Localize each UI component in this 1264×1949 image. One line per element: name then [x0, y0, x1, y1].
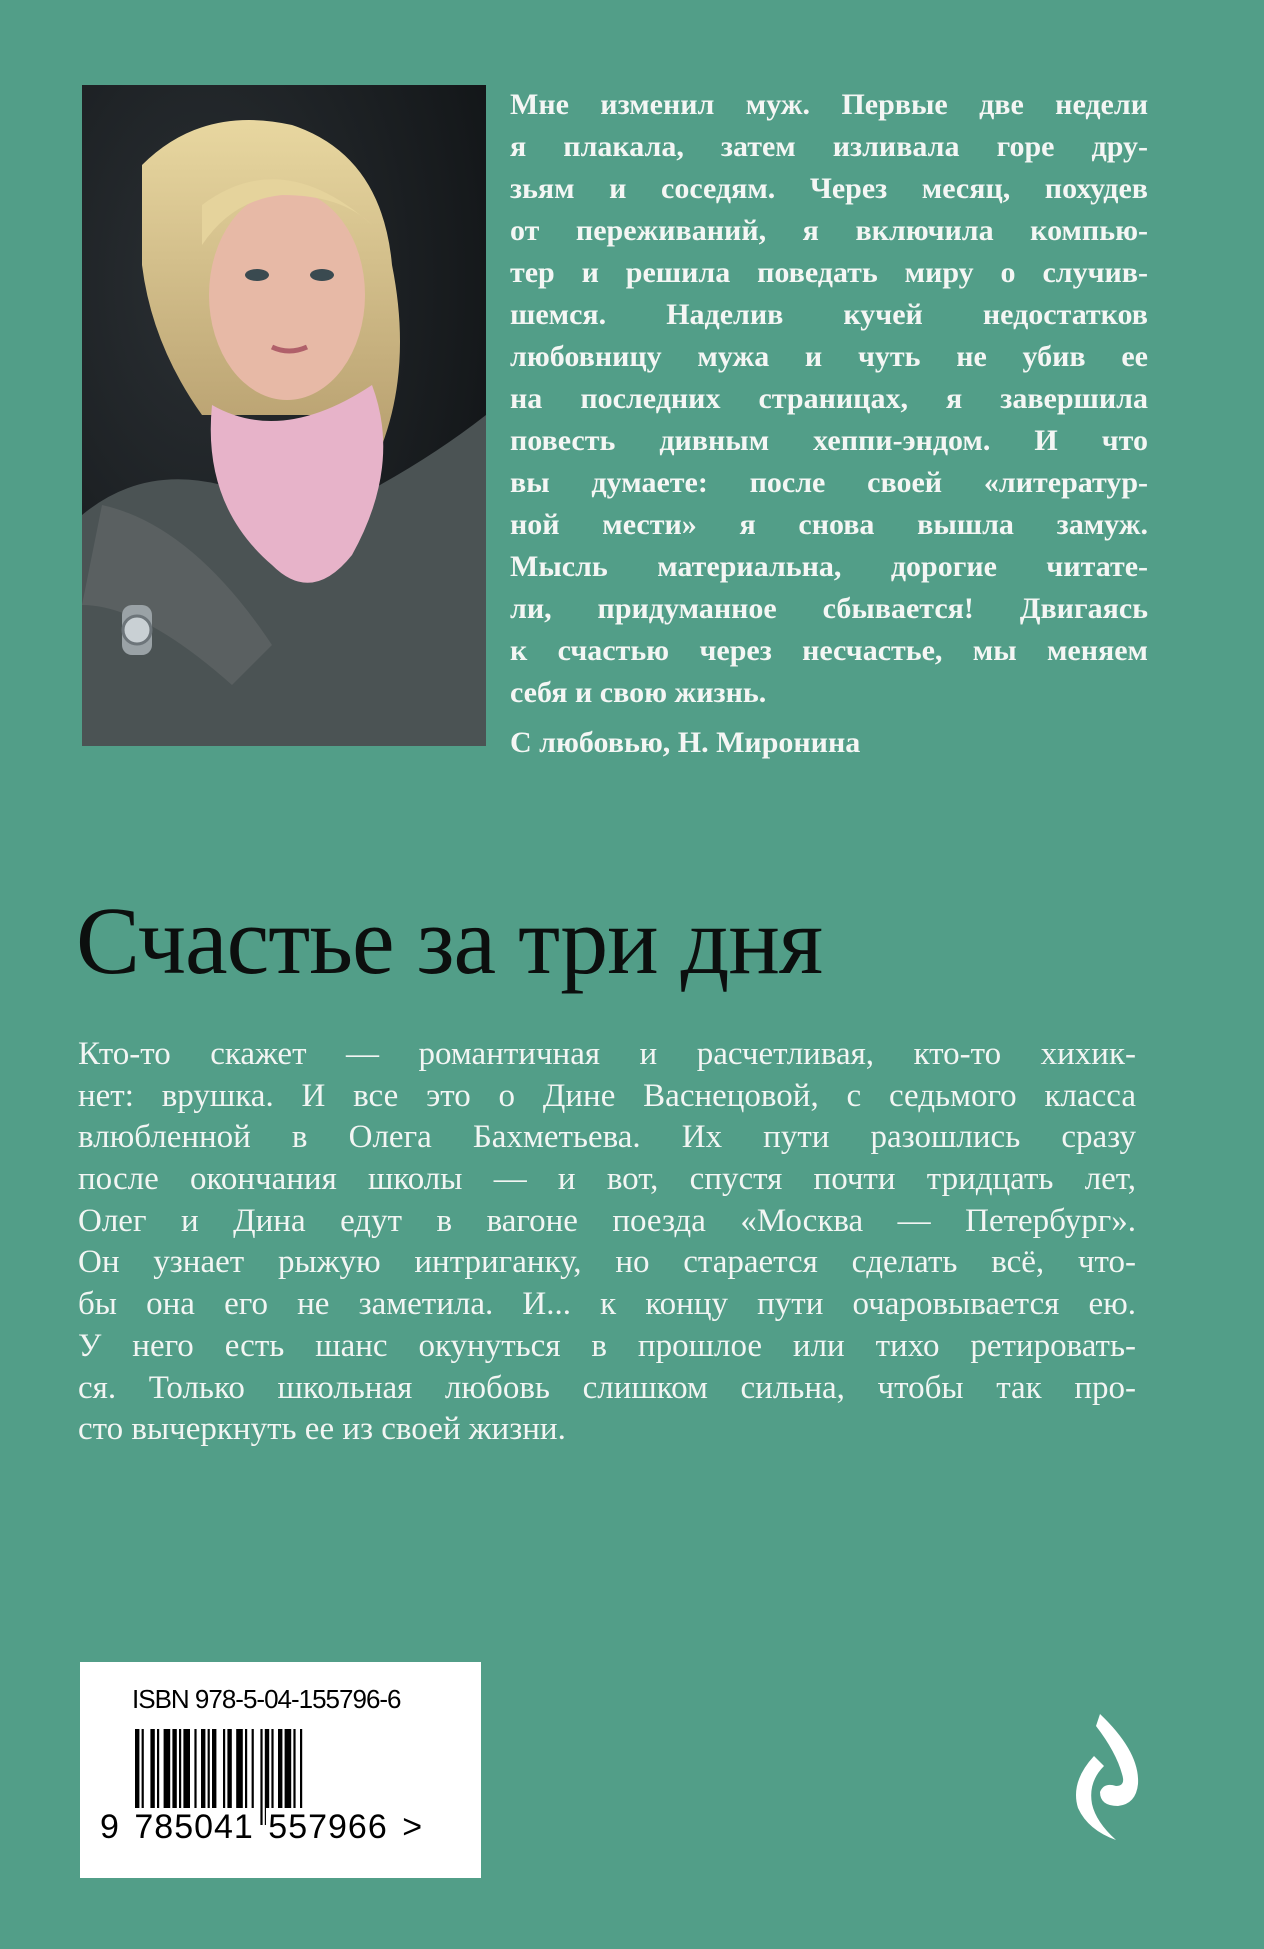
blurb-line: любовницу мужа и чуть не убив ее — [510, 340, 1148, 373]
eksmo-logo-icon — [1070, 1712, 1145, 1842]
author-signature: С любовью, Н. Миронина — [510, 726, 861, 759]
blurb-line: вы думаете: после своей «литератур- — [510, 466, 1148, 499]
blurb-line: от переживаний, я включила компью- — [510, 214, 1148, 247]
barcode-digit-group: 557966 — [268, 1808, 388, 1846]
blurb-line: на последних страницах, я завершила — [510, 382, 1148, 415]
barcode-digit-group: 9 — [100, 1808, 120, 1846]
book-description — [78, 1034, 1136, 1451]
book-title: Счастье за три дня — [76, 887, 823, 994]
blurb-line: повесть дивным хеппи-эндом. И что — [510, 424, 1148, 457]
description-line: У него есть шанс окунуться в прошлое или тихо ретировать- — [78, 1327, 1136, 1364]
barcode-digits — [98, 1808, 425, 1847]
blurb-line: к счастью через несчастье, мы меняем — [510, 634, 1148, 667]
isbn-text: ISBN 978-5-04-155796-6 — [132, 1684, 401, 1714]
isbn-barcode — [80, 1662, 481, 1878]
blurb-line: ной мести» я снова вышла замуж. — [510, 508, 1148, 541]
blurb-line: зьям и соседям. Через месяц, похудев — [510, 172, 1148, 205]
blurb-line: ли, придуманное сбывается! Двигаясь — [510, 592, 1148, 625]
author-photo — [82, 85, 486, 746]
blurb-line: тер и решила поведать миру о случив- — [510, 256, 1148, 289]
description-line: Олег и Дина едут в вагоне поезда «Москва — Петербург». — [78, 1202, 1136, 1239]
description-line: Кто-то скажет — романтичная и расчетливая, кто-то хихик- — [78, 1036, 1136, 1072]
barcode-digit-group: 785041 — [134, 1808, 254, 1846]
blurb-line: я плакала, затем изливала горе дру- — [510, 130, 1148, 163]
description-line: ся. Только школьная любовь слишком сильна, чтобы так про- — [78, 1369, 1136, 1406]
blurb-line: Мысль материальна, дорогие читате- — [510, 550, 1148, 583]
blurb-line: шемся. Наделив кучей недостатков — [510, 298, 1148, 331]
description-line: после окончания школы — и вот, спустя почти тридцать лет, — [78, 1161, 1136, 1198]
blurb-line: себя и свою жизнь. — [510, 676, 767, 709]
author-blurb — [510, 84, 1148, 764]
blurb-line: Мне изменил муж. Первые две недели — [510, 88, 1148, 121]
barcode-digit-group: > — [402, 1808, 424, 1846]
description-line: бы она его не заметила. И... к концу пути очаровывается ею. — [78, 1286, 1136, 1323]
description-line: Он узнает рыжую интриганку, но старается сделать всё, что- — [78, 1244, 1136, 1281]
description-line: сто вычеркнуть ее из своей жизни. — [78, 1411, 566, 1448]
description-line: нет: врушка. И все это о Дине Васнецовой, с седьмого класса — [78, 1077, 1136, 1114]
description-line: влюбленной в Олега Бахметьева. Их пути разошлись сразу — [78, 1119, 1136, 1156]
